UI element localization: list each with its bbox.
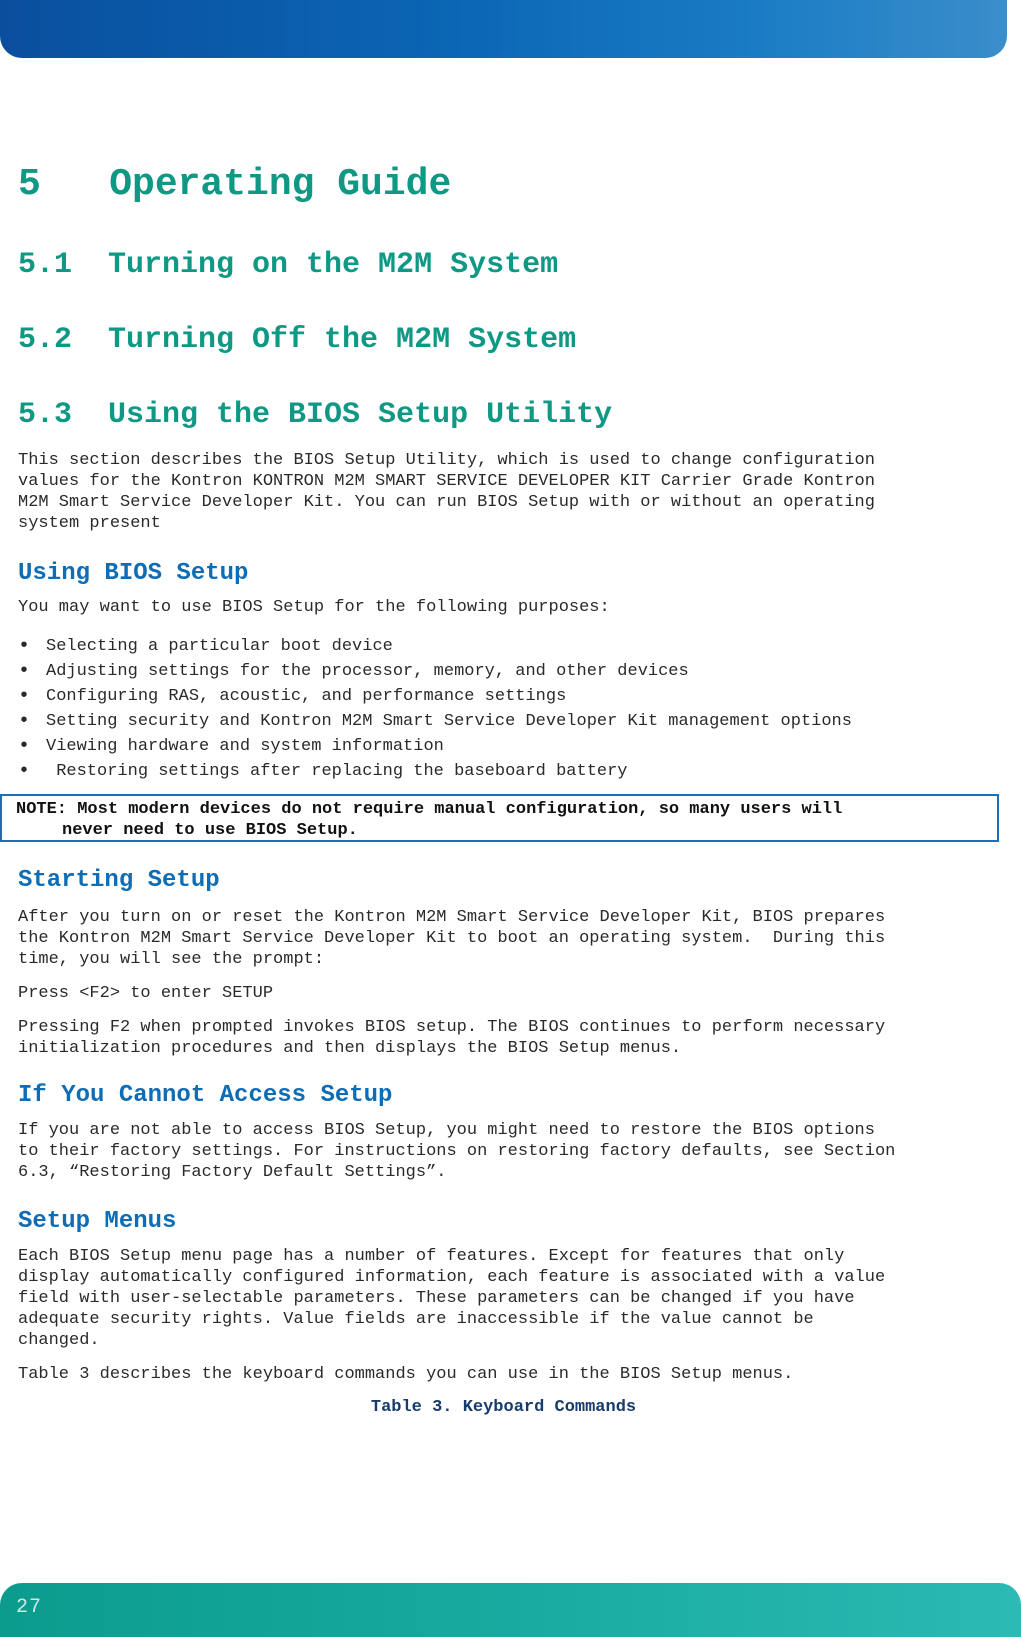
cannot-access-heading: If You Cannot Access Setup bbox=[18, 1082, 393, 1109]
using-bios-setup-heading: Using BIOS Setup bbox=[18, 560, 249, 587]
section-5-1-title: 5.1 Turning on the M2M System bbox=[18, 248, 559, 282]
using-lead-text: You may want to use BIOS Setup for the following purposes: bbox=[18, 598, 610, 617]
section-5-2-title: 5.2 Turning Off the M2M System bbox=[18, 323, 577, 357]
list-item: • Restoring settings after replacing the baseboard battery bbox=[18, 759, 852, 784]
cannot-access-paragraph: If you are not able to access BIOS Setup, you might need to restore the BIOS options to their factory settings. For instructions on restoring factory defaults, see Section 6.3, “Restoring Factory Default Settings”. bbox=[18, 1121, 896, 1182]
purpose-list bbox=[18, 634, 852, 784]
setup-menus-heading: Setup Menus bbox=[18, 1208, 177, 1235]
starting-paragraph-1: After you turn on or reset the Kontron M2M Smart Service Developer Kit, BIOS prepares the Kontron M2M Smart Service Developer Kit to boot an operating system. During this time, you will see the prompt: bbox=[18, 908, 886, 969]
starting-paragraph-2: Pressing F2 when prompted invokes BIOS setup. The BIOS continues to perform necessary initialization procedures and then displays the BIOS Setup menus. bbox=[18, 1018, 886, 1058]
list-item: • Selecting a particular boot device bbox=[18, 634, 852, 659]
setup-prompt-text: Press <F2> to enter SETUP bbox=[18, 984, 274, 1003]
list-item: • Viewing hardware and system information bbox=[18, 734, 852, 759]
page-number: 27 bbox=[16, 1596, 43, 1619]
section-5-3-title: 5.3 Using the BIOS Setup Utility bbox=[18, 398, 613, 432]
header-band bbox=[0, 0, 1007, 58]
setup-menus-paragraph: Each BIOS Setup menu page has a number of features. Except for features that only display automatically configured information, each feature is associated with a value field with user-selectable parameters. These parameters can be changed if you have adequate security rights. Value fields are inaccessible if the value cannot be changed. bbox=[18, 1247, 886, 1350]
note-box bbox=[0, 794, 999, 842]
note-line-2: never need to use BIOS Setup. bbox=[62, 821, 358, 840]
table-caption: Table 3. Keyboard Commands bbox=[370, 1398, 637, 1417]
list-item: • Adjusting settings for the processor, memory, and other devices bbox=[18, 659, 852, 684]
note-line-1: NOTE: Most modern devices do not require manual configuration, so many users will bbox=[16, 800, 843, 819]
footer-band bbox=[0, 1583, 1021, 1637]
intro-paragraph: This section describes the BIOS Setup Utility, which is used to change configuration values for the Kontron KONTRON M2M SMART SERVICE DEVELOPER KIT Carrier Grade Kontron M2M Smart Service Developer Kit. You can run BIOS Setup with or without an operating system present bbox=[18, 451, 875, 533]
chapter-title: 5 Operating Guide bbox=[18, 163, 452, 206]
list-item: • Setting security and Kontron M2M Smart Service Developer Kit management options bbox=[18, 709, 852, 734]
table-reference-text: Table 3 describes the keyboard commands you can use in the BIOS Setup menus. bbox=[18, 1365, 794, 1384]
starting-setup-heading: Starting Setup bbox=[18, 867, 220, 894]
list-item: • Configuring RAS, acoustic, and performance settings bbox=[18, 684, 852, 709]
